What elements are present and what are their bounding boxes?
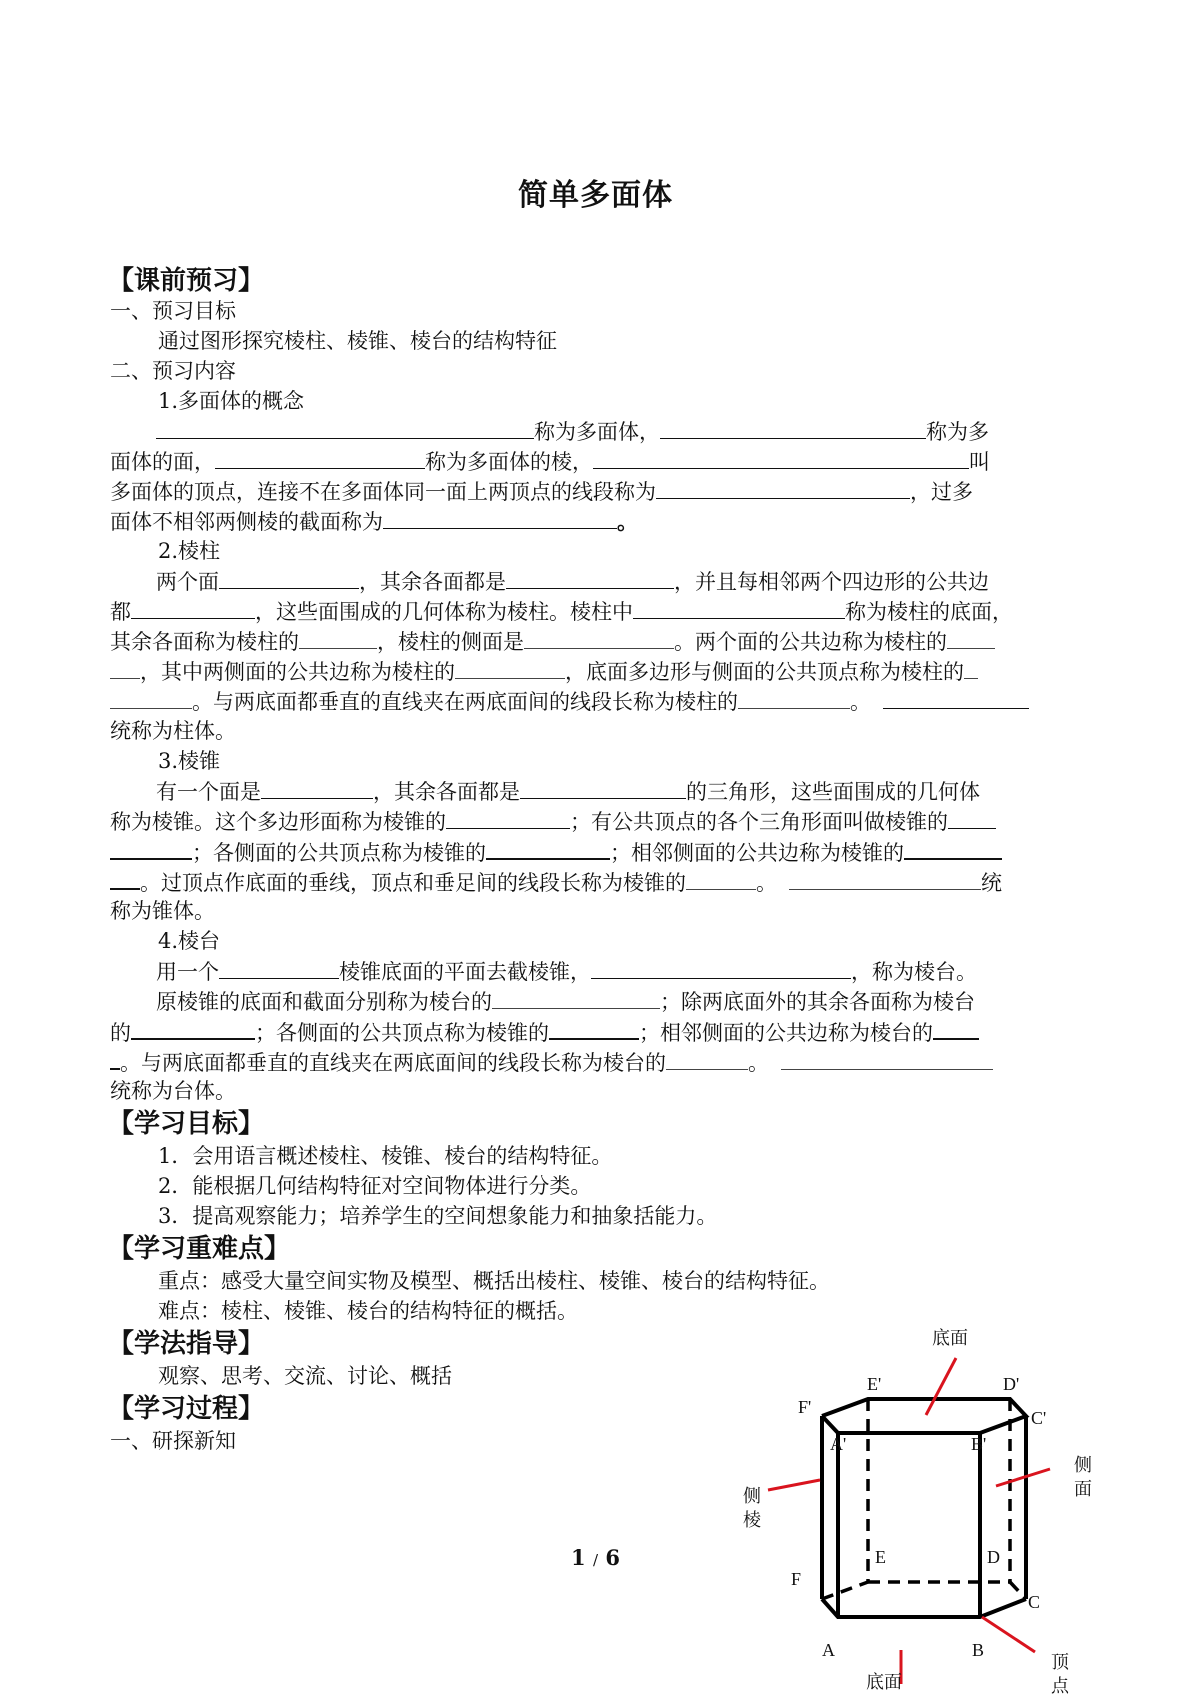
objective-item: 1．会用语言概述棱柱、棱锥、棱台的结构特征。 [158,1144,613,1168]
fill-blank[interactable] [964,656,978,679]
objective-item: 3．提高观察能力；培养学生的空间想象能力和抽象括能力。 [158,1204,718,1228]
vertex-label-E: E [875,1547,886,1567]
fill-blank[interactable] [660,416,926,439]
polyhedron-line-2: 面体的面， 称为多面体的棱， 叫 [110,446,1085,476]
fill-blank[interactable] [131,596,255,619]
fill-blank[interactable] [261,776,373,799]
pyramid-line-2: 称为棱锥。这个多边形面称为棱锥的 ；有公共顶点的各个三角形面叫做棱锥的 [110,806,1085,836]
page-title: 简单多面体 [518,178,673,213]
vertex-label-E1: E' [867,1374,882,1394]
fill-blank[interactable] [524,626,674,649]
fill-blank[interactable] [110,866,140,890]
preview-content-heading: 二、预习内容 [110,359,236,383]
section-heading-process: 【学习过程】 [108,1394,265,1424]
frustum-line-4: 。与两底面都垂直的直线夹在两底面间的线段长称为棱台的 。 [110,1046,1085,1076]
fill-blank[interactable] [156,416,534,439]
fill-blank[interactable] [686,867,756,890]
fill-blank[interactable] [486,836,610,860]
prism-line-4: ，其中两侧面的公共边称为棱柱的 ，底面多边形与侧面的公共顶点称为棱柱的 [110,656,1085,686]
prism-line-2: 都 ，这些面围成的几何体称为棱柱。棱柱中 称为棱柱的底面， [110,596,1085,626]
section-heading-preview: 【课前预习】 [108,266,265,296]
fill-blank[interactable] [455,656,565,679]
page-number: 1 / 6 [571,1545,620,1570]
fill-blank[interactable] [781,1047,993,1070]
fill-blank[interactable] [110,686,192,709]
hexagonal-prism-diagram [720,1310,1100,1696]
pyramid-heading: 3.棱锥 [158,749,221,773]
prism-line-1: 两个面 ，其余各面都是 ，并且每相邻两个四边形的公共边 [110,566,1085,596]
preview-goal-heading: 一、预习目标 [110,299,236,323]
pyramid-line-4: 。过顶点作底面的垂线，顶点和垂足间的线段长称为棱锥的 。 统 [110,866,1085,896]
annotation-lateral-face: 侧 面 [1074,1455,1092,1499]
prism-line-6: 统称为柱体。 [110,719,236,743]
section-heading-key-points: 【学习重难点】 [108,1234,291,1264]
frustum-line-3: 的 ；各侧面的公共顶点称为棱锥的 ；相邻侧面的公共边称为棱台的 [110,1016,1085,1046]
prism-line-3: 其余各面称为棱柱的 ，棱柱的侧面是 。两个面的公共边称为棱柱的 [110,626,1085,656]
prism-figure-icon [720,1310,1100,1684]
fill-blank[interactable] [492,986,660,1009]
frustum-heading: 4.棱台 [158,929,221,953]
fill-blank[interactable] [633,596,845,619]
fill-blank[interactable] [947,626,995,649]
fill-blank[interactable] [789,867,981,890]
frustum-line-1: 用一个 棱锥底面的平面去截棱锥， ，称为棱台。 [110,956,1085,986]
fill-blank[interactable] [219,566,359,589]
prism-heading: 2.棱柱 [158,539,221,563]
frustum-line-2: 原棱锥的底面和截面分别称为棱台的 ；除两底面外的其余各面称为棱台 [110,986,1085,1016]
fill-blank[interactable] [110,656,140,679]
polyhedron-line-1: 称为多面体， 称为多 [110,416,1085,446]
fill-blank[interactable] [506,566,674,589]
vertex-label-B1: B' [971,1434,987,1454]
vertex-label-B: B [972,1640,985,1660]
prism-line-5: 。与两底面都垂直的直线夹在两底面间的线段长称为棱柱的 。 [110,686,1085,716]
pyramid-line-1: 有一个面是 ，其余各面都是 的三角形，这些面围成的几何体 [110,776,1085,806]
fill-blank[interactable] [948,806,996,829]
fill-blank[interactable] [549,1016,639,1040]
polyhedron-line-4: 面体不相邻两侧棱的截面称为 。 [110,506,1085,536]
vertex-label-F: F [791,1569,802,1589]
vertex-label-F1: F' [798,1397,812,1417]
objective-item: 2．能根据几何结构特征对空间物体进行分类。 [158,1174,592,1198]
annotation-vertex: 顶 点 [1051,1652,1069,1696]
fill-blank[interactable] [446,806,570,829]
vertex-label-C1: C' [1031,1408,1047,1428]
section-heading-method: 【学法指导】 [108,1329,265,1359]
polyhedron-heading: 1.多面体的概念 [158,389,305,413]
fill-blank[interactable] [738,686,850,709]
vertex-label-D1: D' [1003,1374,1020,1394]
annotation-lateral-edge: 侧 棱 [743,1486,761,1530]
vertex-label-C: C [1028,1592,1041,1612]
pyramid-line-3: ；各侧面的公共顶点称为棱锥的 ；相邻侧面的公共边称为棱锥的 [110,836,1085,866]
fill-blank[interactable] [299,626,377,649]
fill-blank[interactable] [110,836,192,860]
fill-blank[interactable] [883,686,1029,709]
frustum-line-5: 统称为台体。 [110,1079,236,1103]
section-heading-objectives: 【学习目标】 [108,1109,265,1139]
annotation-bottom-base: 底面 [866,1672,902,1692]
fill-blank[interactable] [110,1046,120,1070]
fill-blank[interactable] [904,836,1002,860]
fill-blank[interactable] [383,506,617,529]
vertex-label-A: A [822,1640,835,1660]
process-sub-heading: 一、研探新知 [110,1429,236,1453]
pyramid-line-5: 称为锥体。 [110,899,215,923]
key-point-text: 重点：感受大量空间实物及模型、概括出棱柱、棱锥、棱台的结构特征。 [158,1269,830,1293]
preview-goal-text: 通过图形探究棱柱、棱锥、棱台的结构特征 [158,329,557,353]
fill-blank[interactable] [591,956,851,979]
difficult-point-text: 难点：棱柱、棱锥、棱台的结构特征的概括。 [158,1299,578,1323]
annotation-top-base: 底面 [932,1328,968,1348]
fill-blank[interactable] [933,1016,979,1040]
fill-blank[interactable] [219,956,339,979]
fill-blank[interactable] [131,1016,255,1040]
fill-blank[interactable] [520,776,686,799]
fill-blank[interactable] [666,1047,748,1070]
vertex-label-A1: A' [830,1434,847,1454]
polyhedron-line-3: 多面体的顶点，连接不在多面体同一面上两顶点的线段称为 ，过多 [110,476,1085,506]
method-text: 观察、思考、交流、讨论、概括 [158,1364,452,1388]
fill-blank[interactable] [656,476,910,499]
fill-blank[interactable] [215,446,425,469]
vertex-label-D: D [987,1547,1000,1567]
fill-blank[interactable] [593,446,969,469]
